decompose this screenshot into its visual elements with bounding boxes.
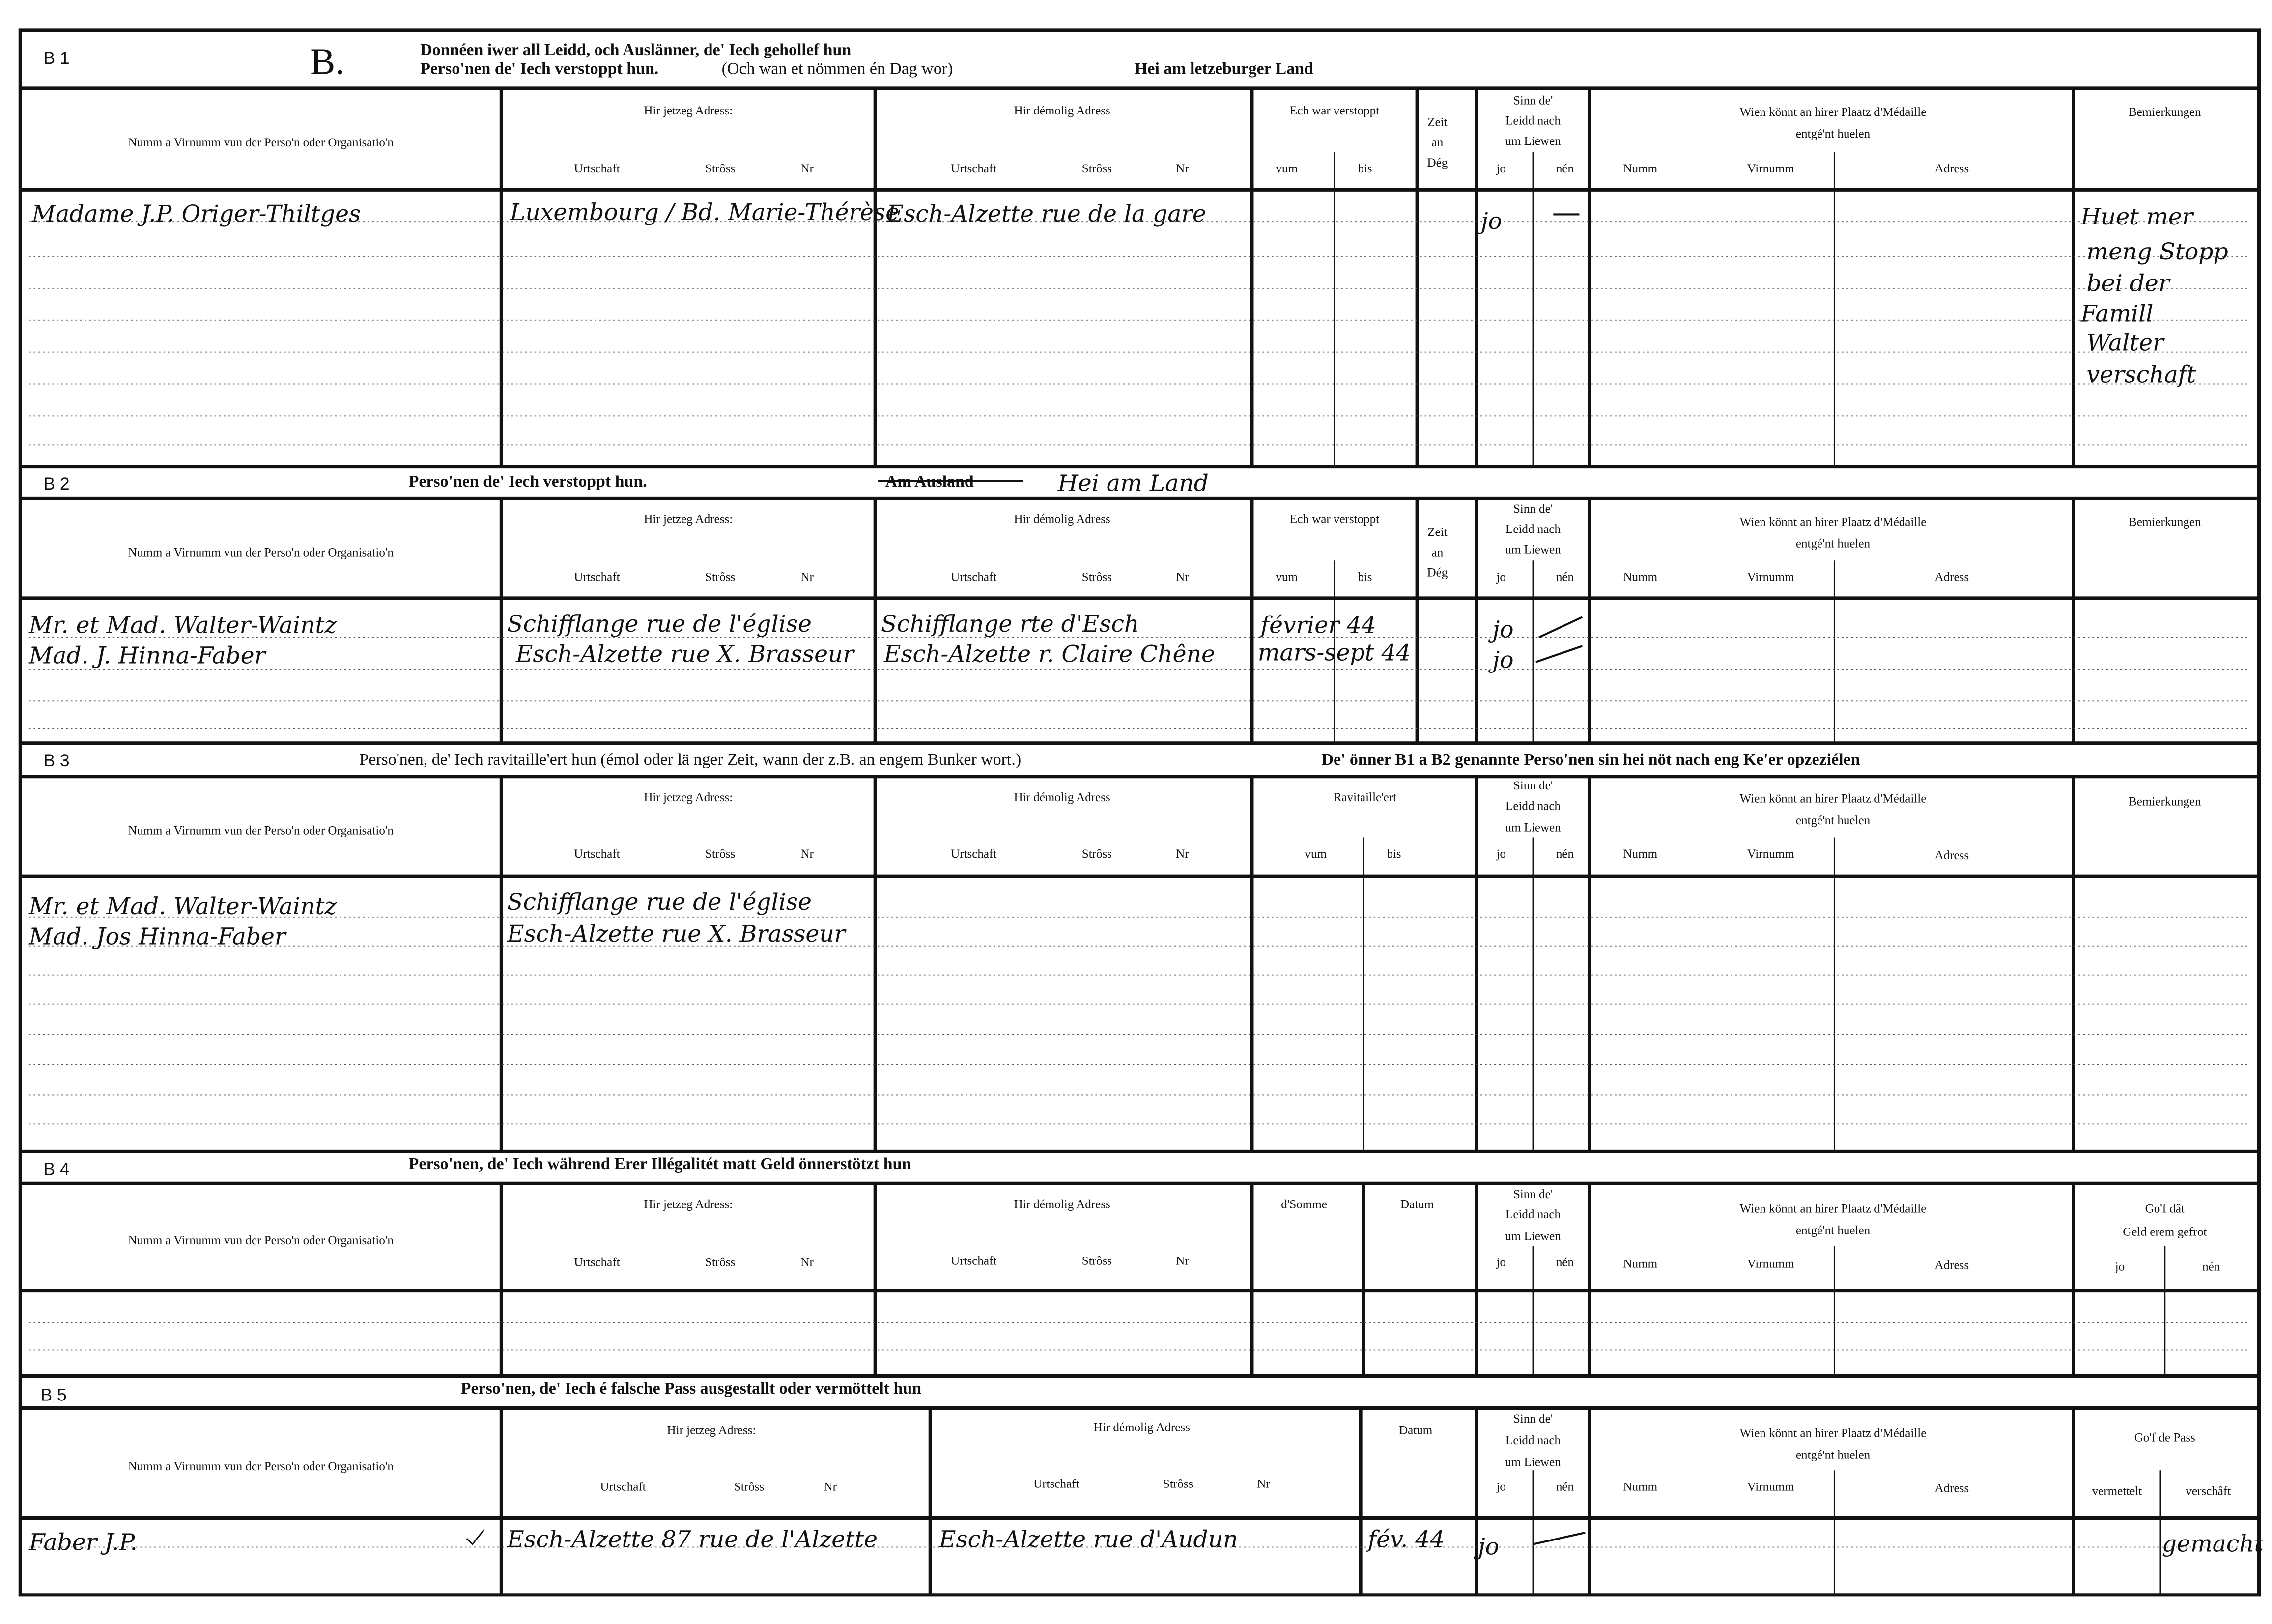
b1-note-1: Huet mer (2080, 203, 2193, 231)
b3-current-2: Esch-Alzette rue X. Brasseur (507, 920, 846, 948)
col-former-b5: Hir démolig Adress (1093, 1421, 1190, 1434)
col-zeit-b2-1: Zeit (1427, 526, 1448, 539)
col-urtschaft-b2b: Urtschaft (951, 570, 997, 584)
col-adress-b1: Adress (1934, 162, 1969, 175)
col-nr-b3b: Nr (1176, 847, 1189, 861)
col-jo-b3: jo (1496, 847, 1506, 861)
b3-current-1: Schifflange rue de l'église (507, 888, 812, 916)
col-stross-b1: Strôss (705, 162, 736, 175)
col-medaille-b1-2: entgé'nt huelen (1795, 127, 1871, 141)
col-current-b5: Hir jetzeg Adress: (667, 1424, 756, 1437)
col-zeit-b1-3: Dég (1427, 156, 1448, 170)
col-sinn-b3-2: Leidd nach (1505, 799, 1561, 813)
col-hidden-b1: Ech war verstoppt (1289, 104, 1380, 117)
col-urtschaft-b3: Urtschaft (574, 847, 620, 861)
b2-alive-2: jo (1492, 646, 1514, 674)
col-nen-b4: nén (1556, 1256, 1574, 1269)
col-urtschaft-b5b: Urtschaft (1033, 1477, 1079, 1491)
col-urtschaft-b1b: Urtschaft (951, 162, 997, 175)
b5-current: Esch-Alzette 87 rue de l'Alzette (507, 1526, 878, 1553)
col-current-b3: Hir jetzeg Adress: (644, 790, 733, 804)
col-verschafft-b5: verschâft (2186, 1484, 2231, 1498)
col-stross-b1b: Strôss (1081, 162, 1112, 175)
b5-name: Faber J.P. (28, 1529, 138, 1556)
col-stross-b4: Strôss (705, 1256, 736, 1269)
col-stross-b4b: Strôss (1081, 1254, 1112, 1268)
col-sinn-b1-1: Sinn de' (1513, 94, 1553, 108)
col-sinn-b3-3: um Liewen (1505, 821, 1561, 835)
col-medaille-b5-2: entgé'nt huelen (1795, 1448, 1871, 1462)
b1-current: Luxembourg / Bd. Marie-Thérèse (510, 199, 900, 226)
b1-former: Esch-Alzette rue de la gare (886, 200, 1206, 228)
col-virnumm-b5: Virnumm (1747, 1480, 1794, 1494)
col-vum-b1: vum (1276, 162, 1298, 175)
section-title-b4: Perso'nen, de' Iech während Erer Illégalitét matt Geld önnerstötzt hun (408, 1154, 911, 1173)
col-adress-b2: Adress (1934, 570, 1969, 584)
col-datum-b5: Datum (1399, 1424, 1433, 1437)
col-nr-b5b: Nr (1257, 1477, 1270, 1491)
col-medaille-b1-1: Wien könnt an hirer Plaatz d'Médaille (1739, 105, 1927, 119)
col-nen-b1: nén (1556, 162, 1574, 175)
col-sinn-b4-3: um Liewen (1505, 1230, 1561, 1243)
col-medaille-b3-2: entgé'nt huelen (1795, 813, 1871, 827)
b2-former-1: Schifflange rte d'Esch (880, 610, 1139, 638)
col-stross-b3b: Strôss (1081, 847, 1112, 861)
col-current-b4: Hir jetzeg Adress: (644, 1198, 733, 1211)
col-somme-b4: d'Somme (1281, 1198, 1327, 1211)
col-nen-b4b: nén (2202, 1260, 2220, 1274)
col-nen-b2: nén (1556, 570, 1574, 584)
section-code-b5: B 5 (40, 1385, 67, 1405)
big-letter: B. (310, 40, 345, 83)
col-jo-b5: jo (1496, 1480, 1506, 1494)
col-virnumm-b2: Virnumm (1747, 570, 1794, 584)
col-sinn-b5-3: um Liewen (1505, 1456, 1561, 1469)
b2-name-2: Mad. J. Hinna-Faber (28, 642, 266, 670)
col-stross-b2: Strôss (705, 570, 736, 584)
col-name-b4: Numm a Virnumm vun der Perso'n oder Organisatio'n (128, 1234, 394, 1248)
col-urtschaft-b5: Urtschaft (600, 1480, 646, 1494)
col-nr-b1b: Nr (1176, 162, 1189, 175)
col-bemierkungen-b3: Bemierkungen (2129, 795, 2201, 809)
b5-date: fév. 44 (1367, 1526, 1445, 1553)
col-medaille-b3-1: Wien könnt an hirer Plaatz d'Médaille (1739, 792, 1927, 806)
section-title-b5: Perso'nen, de' Iech é falsche Pass ausgestallt oder vermöttelt hun (460, 1379, 922, 1398)
b1-note-5: Walter (2086, 329, 2164, 357)
col-numm-b1: Numm (1623, 162, 1658, 175)
col-datum-b4: Datum (1400, 1198, 1434, 1211)
col-stross-b5: Strôss (734, 1480, 765, 1494)
b2-current-2: Esch-Alzette rue X. Brasseur (515, 641, 854, 668)
col-urtschaft-b1: Urtschaft (574, 162, 620, 175)
col-pass-b5: Go'f de Pass (2134, 1431, 2195, 1445)
col-nen-b5: nén (1556, 1480, 1574, 1494)
b2-alive-1: jo (1492, 616, 1514, 644)
col-virnumm-b1: Virnumm (1747, 162, 1794, 175)
col-stross-b5b: Strôss (1163, 1477, 1193, 1491)
col-nr-b3: Nr (800, 847, 814, 861)
col-sinn-b3-1: Sinn de' (1513, 779, 1553, 793)
col-numm-b2: Numm (1623, 570, 1658, 584)
col-urtschaft-b4: Urtschaft (574, 1256, 620, 1269)
col-sinn-b2-2: Leidd nach (1505, 523, 1561, 536)
col-nr-b1: Nr (800, 162, 814, 175)
col-urtschaft-b2: Urtschaft (574, 570, 620, 584)
col-vum-b2: vum (1276, 570, 1298, 584)
col-stross-b2b: Strôss (1081, 570, 1112, 584)
section-code-b2: B 2 (43, 474, 70, 494)
col-zeit-b2-3: Dég (1427, 566, 1448, 580)
section-handwritten-b2: Hei am Land (1057, 470, 1209, 497)
b1-note-2: meng Stopp (2086, 238, 2228, 265)
col-nr-b4: Nr (800, 1256, 814, 1269)
col-virnumm-b3: Virnumm (1747, 847, 1794, 861)
title-line-2-tail: Hei am letzeburger Land (1135, 59, 1313, 78)
col-sinn-b4-1: Sinn de' (1513, 1187, 1553, 1201)
b1-alive: jo (1480, 207, 1502, 235)
col-sinn-b2-1: Sinn de' (1513, 502, 1553, 516)
section-code-b4: B 4 (43, 1159, 70, 1179)
col-adress-b3: Adress (1934, 848, 1969, 862)
b1-note-3: bei der (2086, 270, 2170, 297)
checkmark-icon (467, 1530, 484, 1544)
col-sinn-b4-2: Leidd nach (1505, 1208, 1561, 1222)
form-frame (20, 30, 2259, 1595)
col-sinn-b1-2: Leidd nach (1505, 114, 1561, 128)
col-jo-b4: jo (1496, 1256, 1506, 1269)
title-line-1: Donnéen iwer all Leidd, och Auslänner, de' Iech gehollef hun (420, 41, 852, 59)
section-title-b3-2: De' önner B1 a B2 genannte Perso'nen sin hei nöt nach eng Ke'er opzeziélen (1321, 751, 1860, 769)
title-line-2-note: (Och wan et nömmen én Dag wor) (721, 59, 953, 78)
col-ravitailleert-b3: Ravitaille'ert (1333, 790, 1397, 804)
col-urtschaft-b3b: Urtschaft (951, 847, 997, 861)
b1-note-4: Famill (2080, 300, 2154, 328)
b2-current-1: Schifflange rue de l'église (507, 610, 812, 638)
col-current-b2: Hir jetzeg Adress: (644, 512, 733, 526)
col-sinn-b5-2: Leidd nach (1505, 1434, 1561, 1448)
col-bemierkungen-b1: Bemierkungen (2129, 105, 2201, 119)
col-name-b3: Numm a Virnumm vun der Perso'n oder Organisatio'n (128, 824, 394, 838)
col-virnumm-b4: Virnumm (1747, 1257, 1794, 1271)
col-numm-b3: Numm (1623, 847, 1658, 861)
col-zeit-b1-1: Zeit (1427, 115, 1448, 129)
col-urtschaft-b4b: Urtschaft (951, 1254, 997, 1268)
b1-name: Madame J.P. Origer-Thiltges (31, 200, 361, 228)
col-bis-b3: bis (1387, 847, 1401, 861)
title-line-2: Perso'nen de' Iech verstoppt hun. (420, 59, 659, 78)
col-current-b1: Hir jetzeg Adress: (644, 104, 733, 117)
col-geld-b4-2: Geld erem gefrot (2123, 1225, 2207, 1239)
b5-former: Esch-Alzette rue d'Audun (938, 1526, 1238, 1553)
section-title-b3: Perso'nen, de' Iech ravitaille'ert hun (émol oder lä nger Zeit, wann der z.B. an engem Bunker wort.) (359, 751, 1022, 769)
section-struck-b2: Am Ausland (885, 472, 974, 491)
col-medaille-b4-1: Wien könnt an hirer Plaatz d'Médaille (1739, 1202, 1927, 1216)
col-stross-b3: Strôss (705, 847, 736, 861)
col-name-b1: Numm a Virnumm vun der Perso'n oder Organisatio'n (128, 136, 394, 149)
col-vermettelt-b5: vermettelt (2092, 1484, 2142, 1498)
col-name-b5: Numm a Virnumm vun der Perso'n oder Organisatio'n (128, 1460, 394, 1474)
col-bemierkungen-b2: Bemierkungen (2129, 515, 2201, 529)
col-medaille-b5-1: Wien könnt an hirer Plaatz d'Médaille (1739, 1427, 1927, 1440)
col-hidden-b2: Ech war verstoppt (1289, 512, 1380, 526)
b2-period-1: février 44 (1260, 612, 1376, 639)
b5-pass: gemacht (2161, 1530, 2264, 1558)
b2-name-1: Mr. et Mad. Walter-Waintz (28, 612, 337, 639)
col-jo-b2: jo (1496, 570, 1506, 584)
b3-name-1: Mr. et Mad. Walter-Waintz (28, 893, 337, 920)
col-former-b1: Hir démolig Adress (1014, 104, 1110, 117)
col-nr-b5: Nr (824, 1480, 837, 1494)
col-former-b2: Hir démolig Adress (1014, 512, 1110, 526)
section-code-b1: B 1 (43, 48, 70, 68)
col-name-b2: Numm a Virnumm vun der Perso'n oder Organisatio'n (128, 546, 394, 560)
b5-alive: jo (1477, 1533, 1500, 1561)
b2-former-2: Esch-Alzette r. Claire Chêne (883, 641, 1215, 668)
col-numm-b5: Numm (1623, 1480, 1658, 1494)
col-nen-b3: nén (1556, 847, 1574, 861)
col-zeit-b1-2: an (1431, 136, 1444, 149)
col-sinn-b2-3: um Liewen (1505, 543, 1561, 557)
col-sinn-b1-3: um Liewen (1505, 134, 1561, 148)
col-medaille-b2-2: entgé'nt huelen (1795, 537, 1871, 551)
col-nr-b2: Nr (800, 570, 814, 584)
b1-note-6: verschaft (2086, 361, 2196, 389)
col-numm-b4: Numm (1623, 1257, 1658, 1271)
col-jo-b1: jo (1496, 162, 1506, 175)
b2-period-2: mars-sept 44 (1257, 639, 1411, 667)
b3-name-2: Mad. Jos Hinna-Faber (28, 923, 286, 951)
col-zeit-b2-2: an (1431, 546, 1444, 560)
col-geld-b4-1: Go'f dât (2145, 1202, 2185, 1216)
col-adress-b4: Adress (1934, 1259, 1969, 1272)
col-bis-b2: bis (1358, 570, 1372, 584)
col-medaille-b2-1: Wien könnt an hirer Plaatz d'Médaille (1739, 515, 1927, 529)
col-nr-b4b: Nr (1176, 1254, 1189, 1268)
col-vum-b3: vum (1305, 847, 1327, 861)
col-nr-b2b: Nr (1176, 570, 1189, 584)
section-code-b3: B 3 (43, 751, 70, 771)
col-medaille-b4-2: entgé'nt huelen (1795, 1224, 1871, 1237)
col-former-b3: Hir démolig Adress (1014, 790, 1110, 804)
col-former-b4: Hir démolig Adress (1014, 1198, 1110, 1211)
col-sinn-b5-1: Sinn de' (1513, 1412, 1553, 1426)
col-bis-b1: bis (1358, 162, 1372, 175)
section-title-b2: Perso'nen de' Iech verstoppt hun. (408, 472, 647, 491)
col-adress-b5: Adress (1934, 1482, 1969, 1495)
col-jo-b4b: jo (2115, 1260, 2125, 1274)
